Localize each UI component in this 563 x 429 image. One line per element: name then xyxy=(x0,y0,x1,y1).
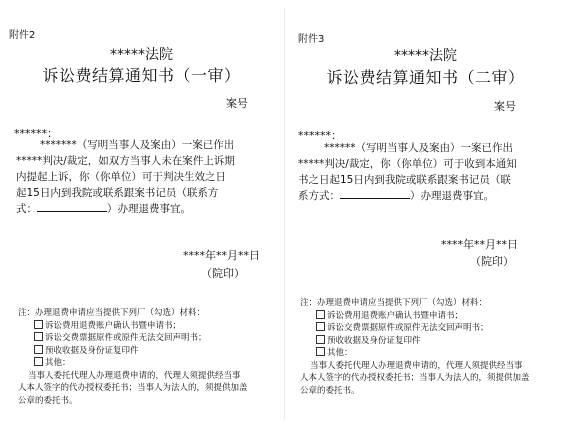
checkbox xyxy=(316,335,325,344)
note-item: 预收收据及身份证复印件 xyxy=(18,345,248,358)
note-item: 诉讼交费票据原件或原件无法交回声明书； xyxy=(18,332,248,345)
body-line: 书之日起15日内到我院或联系跟案书记员（联 xyxy=(298,174,511,186)
contact-blank xyxy=(340,188,410,199)
checkbox xyxy=(34,345,43,354)
notice-body xyxy=(16,137,235,217)
note-footer-line: 当事人委托代理人办理退费申请的，代理人须提供经当事 xyxy=(28,370,241,381)
note-item: 诉讼交费票据原件或原件无法交回声明书； xyxy=(300,322,530,335)
body-line-contact xyxy=(16,201,235,217)
issue-date: ****年**月**日 xyxy=(183,249,260,262)
note-item: 预收收据及身份证复印件 xyxy=(300,335,530,348)
note-item: 其他： xyxy=(18,357,248,370)
attachment-label: 附件2 xyxy=(9,30,36,41)
checkbox xyxy=(34,320,43,329)
salutation: ******： xyxy=(14,127,58,140)
court-seal: （院印） xyxy=(470,255,514,268)
note-footer-line: 人本人签字的代办授权委托书；当事人为法人的，须提供加盖 xyxy=(300,373,530,383)
checkbox xyxy=(316,310,325,319)
notes xyxy=(18,307,248,407)
notice-second-instance xyxy=(288,0,563,429)
case-number-label: 案号 xyxy=(494,100,516,113)
body-line: *****判决/裁定，如双方当事人未在案件上诉期 xyxy=(16,155,235,167)
notes xyxy=(300,297,530,397)
contact-blank xyxy=(37,201,107,212)
note-item: 其他： xyxy=(300,347,530,360)
body-line: ******（写明当事人及案由）一案已作出 xyxy=(324,142,513,154)
notice-title: 诉讼费结算通知书（二审） xyxy=(326,68,525,87)
note-title: 注：办理退费申请应当提供下列厂（勾选）材料： xyxy=(300,298,488,308)
issue-date: ****年**月**日 xyxy=(441,238,518,251)
body-line: 内提起上诉，你（你单位）可于判决生效之日 xyxy=(16,171,226,183)
note-item: 诉讼费用退费账户确认书暨申请书； xyxy=(300,310,530,323)
court-name: *****法院 xyxy=(394,48,457,64)
court-seal: （院印） xyxy=(201,267,245,280)
note-footer-line: 人本人签字的代办授权委托书；当事人为法人的，须提供加盖 xyxy=(18,383,248,393)
checkbox xyxy=(34,357,43,366)
contact-suffix: ）办理退费事宜。 xyxy=(410,190,494,202)
note-footer-line: 公章的委托书。 xyxy=(18,395,78,406)
notice-body xyxy=(298,140,517,204)
note-footer-line: 公章的委托书。 xyxy=(300,385,360,396)
court-name: *****法院 xyxy=(110,47,173,63)
page-divider xyxy=(284,8,285,420)
checkbox xyxy=(34,332,43,341)
notice-title: 诉讼费结算通知书（一审） xyxy=(42,66,241,85)
body-line: *******（写明当事人及案由）一案已作出 xyxy=(40,139,235,151)
note-item: 诉讼费用退费账户确认书暨申请书； xyxy=(18,320,248,333)
case-number-label: 案号 xyxy=(226,97,248,110)
note-footer-line: 当事人委托代理人办理退费申请的，代理人须提供经当事 xyxy=(310,360,523,371)
body-line: *****判决/裁定，你（你单位）可于收到本通知 xyxy=(298,158,517,170)
body-line-contact xyxy=(298,188,517,204)
checkbox xyxy=(316,322,325,331)
salutation: ******： xyxy=(298,129,342,142)
contact-suffix: ）办理退费事宜。 xyxy=(107,203,191,215)
contact-label: 系方式： xyxy=(298,190,340,202)
checkbox xyxy=(316,347,325,356)
note-title: 注：办理退费申请应当提供下列厂（勾选）材料： xyxy=(18,308,206,318)
contact-label: 式： xyxy=(16,203,37,215)
attachment-label: 附件3 xyxy=(298,34,325,45)
body-line: 起15日内到我院或联系跟案书记员（联系方 xyxy=(16,187,219,199)
